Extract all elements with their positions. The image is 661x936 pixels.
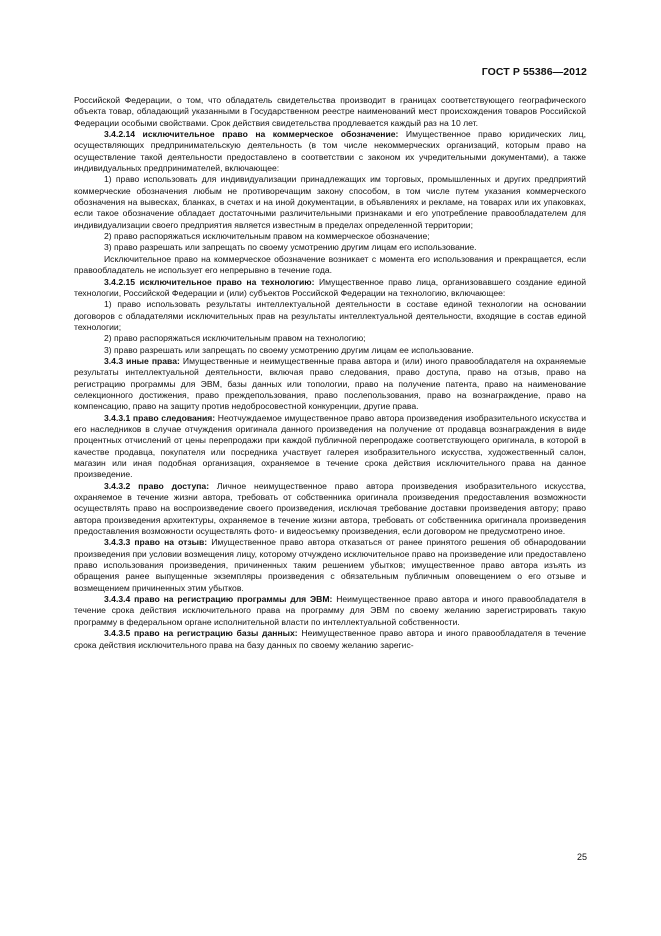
paragraph xyxy=(74,413,586,481)
paragraph-text: Неотчуждаемое имущественное право автора произведения изобразительного искусства и его наследников в случае отчуждения оригинала данного произведения на получение от продавца вознаграждения в виде процентных отчислений от цены перепродажи при каждой публичной перепродаже соответствующего оригинала, в которой в качестве продавца, покупателя или посредника участвует галерея изобразительного искусства, художественный салон, магазин или иная подобная организация, охраняемое в течение срока действия исключительного права на данное произведение. xyxy=(74,412,586,480)
paragraph xyxy=(74,231,586,242)
paragraph xyxy=(74,345,586,356)
paragraph-text: Имущественные и неимущественные права автора и (или) иного правообладателя на охраняемые результаты интеллектуальной деятельности, включая право следования, право доступа, право на отзыв, право на регистрацию программы для ЭВМ, базы данных или топологии, право на получение патента, право на наименование селекционного достижения, право преждепользования, право послепользования, право на вознаграждение, право на компенсацию, право на защиту против недобросовестной конкуренции, другие права. xyxy=(74,355,586,412)
term-heading: 3.4.3.5 право на регистрацию базы данных: xyxy=(104,628,298,639)
paragraph xyxy=(74,95,586,129)
paragraph-text: Имущественное право лица, организовавшего создание единой технологии, Российской Федерации и (или) субъектов Российской Федерации на технологию, включающее: xyxy=(74,276,586,298)
paragraph xyxy=(74,537,586,594)
term-heading: 3.4.2.15 исключительное право на технологию: xyxy=(104,276,315,287)
paragraph-text: 2) право распоряжаться исключительным правом на технологию; xyxy=(104,333,366,344)
paragraph-text: 3) право разрешать или запрещать по своему усмотрению другим лицам его использование. xyxy=(104,242,477,253)
paragraph xyxy=(74,242,586,253)
paragraph-text: Неимущественное право автора и иного правообладателя в течение срока действия исключительного права на базу данных по своему желанию зарегис- xyxy=(74,628,586,650)
term-heading: 3.4.3.3 право на отзыв: xyxy=(104,537,208,548)
paragraph xyxy=(74,481,586,538)
paragraph-text: 1) право использовать для индивидуализации принадлежащих им торговых, промышленных и других предприятий коммерческие обозначения любым не противоречащим закону способом, в том числе путем указания коммерческого обозначения на вывесках, бланках, в счетах и на иной документации, в объявлениях и рекламе, на товарах или их упаковках, если такое обозначение обладает достаточными различительными признаками и его употребление правообладателем для индивидуализации своего предприятия является известным в пределах определенной территории; xyxy=(74,174,586,230)
paragraph-text: Неимущественное право автора и иного правообладателя в течение срока действия исключительного права на программу для ЭВМ по своему желанию зарегистрировать такую программу в федеральном органе исполнительной власти по интеллектуальной собственности. xyxy=(74,594,586,627)
paragraph-text: 1) право использовать результаты интеллектуальной деятельности в составе единой технологии на основании договоров с обладателями исключительных прав на результаты интеллектуальной деятельности, входящие в состав единой технологии; xyxy=(74,299,586,332)
paragraph-text: Российской Федерации, о том, что обладатель свидетельства производит в границах соответствующего географического объекта товар, обладающий указанными в Государственном реестре наименований мест происхождения товаров Российской Федерации особыми свойствами. Срок действия свидетельства продлевается каждый раз на 10 лет. xyxy=(74,95,586,128)
paragraph xyxy=(74,129,586,174)
paragraph xyxy=(74,254,586,277)
term-heading: 3.4.3.4 право на регистрацию программы для ЭВМ: xyxy=(104,594,333,605)
paragraph-text: Исключительное право на коммерческое обозначение возникает с момента его использования и прекращается, если правообладатель не использует его непрерывно в течение года. xyxy=(74,253,586,276)
document-code-header: ГОСТ Р 55386—2012 xyxy=(481,66,587,78)
page-number: 25 xyxy=(576,852,587,862)
paragraph xyxy=(74,333,586,344)
paragraph xyxy=(74,277,586,300)
paragraph-text: Личное неимущественное право автора произведения изобразительного искусства, охраняемое в течение жизни автора, требовать от собственника оригинала произведения предоставления возможности осуществлять право на воспроизведение своего произведения, исключая требование доставки произведения автору; право автора произведения архитектуры, охраняемое в течение жизни автора, требовать от собственника оригинала произведения предоставления возможности осуществлять фото- и видеосъемку произведения, если договором не предусмотрено иное. xyxy=(74,480,586,537)
paragraph xyxy=(74,628,586,651)
term-heading: 3.4.3.2 право доступа: xyxy=(104,480,210,491)
term-heading: 3.4.3 иные права: xyxy=(104,355,180,366)
term-heading: 3.4.3.1 право следования: xyxy=(104,412,216,423)
paragraph xyxy=(74,174,586,231)
document-body xyxy=(74,95,586,651)
paragraph xyxy=(74,356,586,413)
paragraph xyxy=(74,299,586,333)
paragraph-text: Имущественное право автора отказаться от ранее принятого решения об обнародовании произведения при условии возмещения лицу, которому отчуждено исключительное право на произведение или предоставлено право использования произведения, причиненных таким решением убытков; имущественное право автора изъять из обращения ранее выпущенные экземпляры произведения с обязательным публичным оповещением о его отзыве и возмещением причиненных этим убытков. xyxy=(74,537,586,593)
paragraph-text: Имущественное право юридических лиц, осуществляющих предпринимательскую деятельность (в том числе некоммерческих организаций, которым право на осуществление такой деятельности предоставлено в соответствии с законом их учредительными документами), а также индивидуальных предпринимателей, включающее: xyxy=(74,129,586,174)
paragraph-text: 2) право распоряжаться исключительным правом на коммерческое обозначение; xyxy=(104,231,430,242)
paragraph xyxy=(74,594,586,628)
paragraph-text: 3) право разрешать или запрещать по своему усмотрению другим лицам ее использование. xyxy=(104,344,474,355)
term-heading: 3.4.2.14 исключительное право на коммерческое обозначение: xyxy=(104,129,399,140)
